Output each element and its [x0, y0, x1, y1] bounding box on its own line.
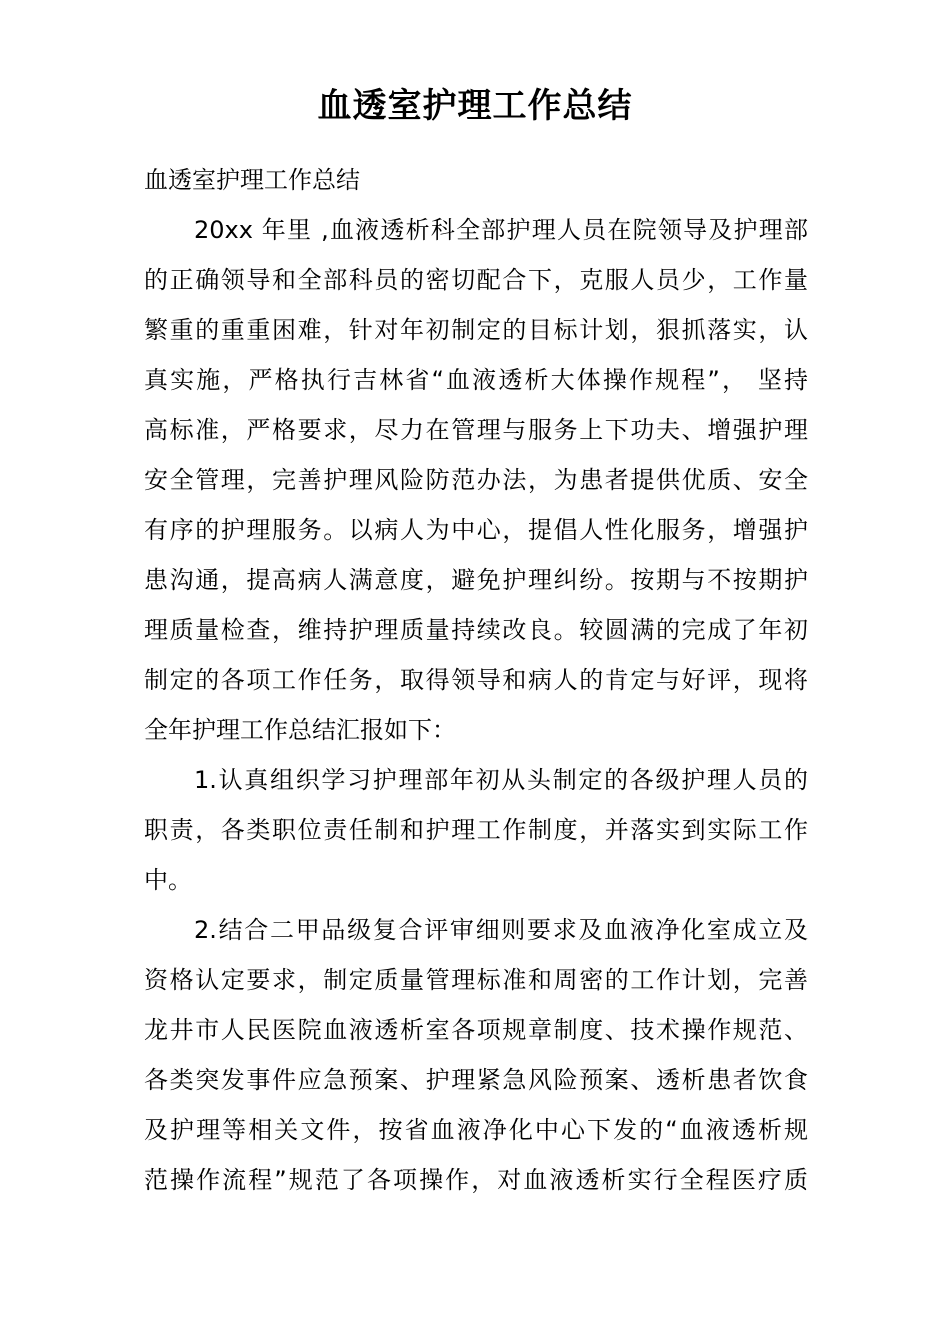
paragraph-line: 中。 — [144, 866, 192, 894]
paragraph-line: 全年护理工作总结汇报如下： — [144, 716, 456, 744]
paragraph-line: 的正确领导和全部科员的密切配合下，克服人员少，工作量 — [144, 266, 808, 294]
document-subtitle: 血透室护理工作总结 — [144, 166, 360, 194]
paragraph-line: 繁重的重重困难，针对年初制定的目标计划，狠抓落实，认 — [144, 316, 808, 344]
paragraph-line: 有序的护理服务。以病人为中心，提倡人性化服务，增强护 — [144, 516, 808, 544]
paragraph-line: 范操作流程”规范了各项操作，对血液透析实行全程医疗质 — [144, 1166, 808, 1194]
paragraph-intro — [144, 205, 808, 755]
document-body — [144, 155, 808, 1205]
paragraph-line: 真实施，严格执行吉林省“血液透析大体操作规程”， 坚持 — [144, 366, 808, 394]
paragraph-line: 1.认真组织学习护理部年初从头制定的各级护理人员的 — [194, 766, 808, 794]
paragraph-line: 职责，各类职位责任制和护理工作制度，并落实到实际工作 — [144, 816, 808, 844]
paragraph-line: 理质量检查，维持护理质量持续改良。较圆满的完成了年初 — [144, 616, 808, 644]
paragraph-line: 资格认定要求，制定质量管理标准和周密的工作计划，完善 — [144, 966, 808, 994]
paragraph-line: 患沟通，提高病人满意度，避免护理纠纷。按期与不按期护 — [144, 566, 808, 594]
paragraph-line: 及护理等相关文件，按省血液净化中心下发的“血液透析规 — [144, 1116, 808, 1144]
paragraph-line: 制定的各项工作任务，取得领导和病人的肯定与好评，现将 — [144, 666, 808, 694]
paragraph-item-1 — [144, 755, 808, 905]
paragraph-line: 安全管理，完善护理风险防范办法，为患者提供优质、安全 — [144, 466, 808, 494]
paragraph-line: 各类突发事件应急预案、护理紧急风险预案、透析患者饮食 — [144, 1066, 808, 1094]
paragraph-item-2 — [144, 905, 808, 1205]
paragraph-line: 2.结合二甲品级复合评审细则要求及血液净化室成立及 — [194, 916, 808, 944]
paragraph-line: 高标准，严格要求，尽力在管理与服务上下功夫、增强护理 — [144, 416, 808, 444]
paragraph-line: 20xx 年里 ,血液透析科全部护理人员在院领导及护理部 — [194, 216, 808, 244]
paragraph-line: 龙井市人民医院血液透析室各项规章制度、技术操作规范、 — [144, 1016, 808, 1044]
document-title: 血透室护理工作总结 — [317, 86, 633, 126]
